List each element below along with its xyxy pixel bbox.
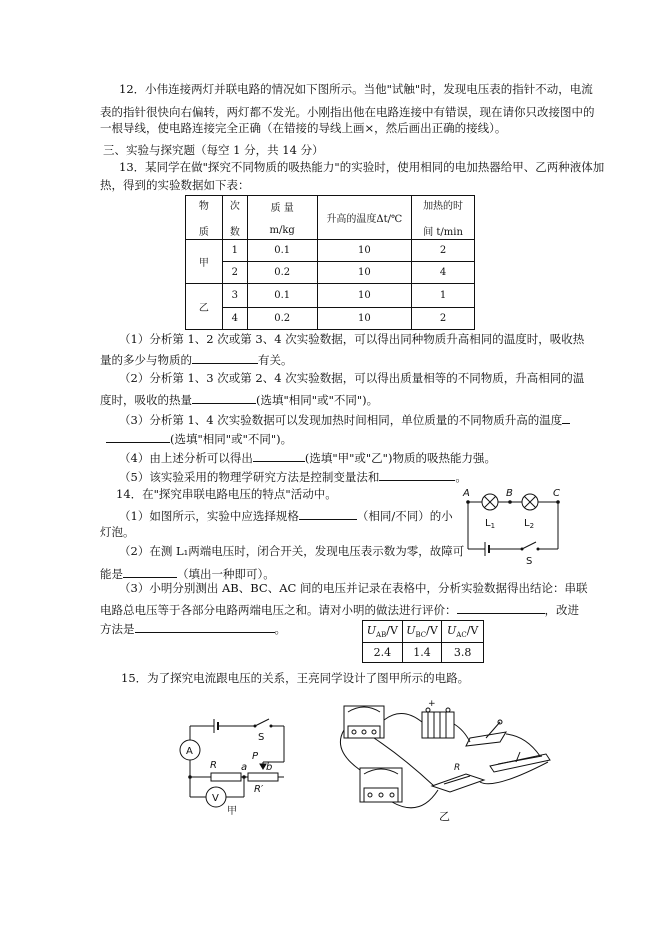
rheostat-icon bbox=[490, 754, 550, 772]
answer-blank[interactable] bbox=[135, 621, 275, 633]
q15-title: 15．为了探究电流跟电压的关系，王亮同学设计了图甲所示的电路。 bbox=[121, 671, 470, 685]
q14-p2-line2: 能是 （填出一种即可）。 bbox=[100, 567, 275, 581]
switch-icon bbox=[522, 542, 536, 549]
q13-line2: 热，得到的实验数据如下表： bbox=[100, 178, 250, 192]
table-cell: 4 bbox=[222, 308, 247, 330]
label-r: R bbox=[454, 763, 461, 773]
switch-icon bbox=[466, 732, 506, 746]
q13-p1-line1: （1）分析第 1、2 次或第 3、4 次实验数据，可以得出同种物质升高相同的温度时，吸收热 bbox=[119, 332, 585, 346]
table-cell: 2 bbox=[412, 308, 475, 330]
q12-line3: 一根导线，使电路连接完全正确（在错接的导线上画×，然后画出正确的接线）。 bbox=[100, 121, 507, 135]
q13-p2-line1: （2）分析第 1、3 次或第 2、4 次实验数据，可以得出质量相等的不同物质，升高相同的温 bbox=[119, 371, 585, 385]
q12-line2: 表的指针很快向右偏转，两灯都不发光。小刚指出他在电路连接中有错误，现在请你只改接图中的 bbox=[100, 105, 595, 119]
answer-blank[interactable] bbox=[192, 352, 258, 364]
q13-p2-line2: 度时，吸收的热量 (选填"相同"或"不同")。 bbox=[100, 393, 379, 407]
battery-box-icon bbox=[422, 712, 454, 738]
header-ubc: $U_{BC}/V$ bbox=[402, 621, 442, 643]
value-ubc: 1.4 bbox=[402, 643, 442, 663]
label-s: S bbox=[526, 556, 533, 567]
resistor-r-icon bbox=[432, 774, 484, 792]
answer-blank[interactable] bbox=[106, 431, 170, 443]
table-cell: 10 bbox=[317, 240, 412, 262]
label-plus: + bbox=[428, 699, 436, 709]
header-substance: 物 质 bbox=[186, 196, 223, 240]
voltage-table bbox=[362, 620, 484, 663]
header-trial: 次 数 bbox=[222, 196, 247, 240]
answer-blank[interactable] bbox=[562, 412, 570, 424]
figure-jia-circuit bbox=[170, 712, 300, 817]
table-cell: 0.2 bbox=[247, 262, 317, 284]
label-b: b bbox=[266, 762, 273, 773]
switch-icon bbox=[255, 719, 269, 726]
label-a: A bbox=[463, 488, 470, 499]
q12-line1: 12．小伟连接两灯并联电路的情况如下图所示。当他"试触"时，发现电压表的指针不动，电流 bbox=[119, 82, 593, 96]
table-cell: 10 bbox=[317, 308, 412, 330]
header-uac: $U_{AC}/V$ bbox=[442, 621, 484, 643]
label-switch: S bbox=[258, 732, 265, 743]
label-l1: $L_1$ bbox=[485, 518, 496, 530]
label-b: B bbox=[506, 488, 513, 499]
cell-substance-jia: 甲 bbox=[186, 240, 223, 284]
cell-substance-yi: 乙 bbox=[186, 284, 223, 330]
label-p: P bbox=[252, 751, 259, 762]
rheostat-icon bbox=[248, 773, 278, 781]
q14-p1-line1: （1）如图所示，实验中应选择规格 （相同/不同）的小 bbox=[119, 509, 453, 523]
table-cell: 1 bbox=[222, 240, 247, 262]
q14-p3-line1: （3）小明分别测出 AB、BC、AC 间的电压并记录在表格中，分析实验数据得出结论：串联 bbox=[119, 581, 588, 595]
q14-p2-line1: （2）在测 L₁两端电压时，闭合开关，发现电压表示数为零，故障可 bbox=[119, 544, 465, 558]
header-uab: $U_{AB}/V$ bbox=[363, 621, 403, 643]
answer-blank[interactable] bbox=[253, 450, 305, 462]
table-cell: 1 bbox=[412, 284, 475, 308]
label-l2: $L_2$ bbox=[524, 518, 535, 530]
resistor-r-icon bbox=[211, 773, 241, 781]
answer-blank[interactable] bbox=[379, 469, 455, 481]
q14-title: 14．在"探究串联电路电压的特点"活动中。 bbox=[116, 487, 337, 501]
answer-blank[interactable] bbox=[123, 566, 177, 578]
label-r: R bbox=[210, 760, 217, 771]
table-cell: 2 bbox=[412, 240, 475, 262]
answer-blank[interactable] bbox=[192, 392, 256, 404]
q13-p4: （4）由上述分析可以得出 (选填"甲"或"乙")物质的吸热能力强。 bbox=[119, 451, 496, 465]
table-cell: 0.1 bbox=[247, 240, 317, 262]
q13-p5: （5）该实验采用的物理学研究方法是控制变量法和 。 bbox=[119, 470, 467, 484]
table-cell: 10 bbox=[317, 284, 412, 308]
answer-blank[interactable] bbox=[299, 508, 357, 520]
section-heading: 三、实验与探究题（每空 1 分，共 14 分） bbox=[103, 143, 324, 157]
q13-p1-line2: 量的多少与物质的 有关。 bbox=[100, 353, 293, 367]
table-cell: 4 bbox=[412, 262, 475, 284]
q14-p3-line2: 电路总电压等于各部分电路两端电压之和。请对小明的做法进行评价： ，改进 bbox=[100, 603, 579, 617]
table-cell: 10 bbox=[317, 262, 412, 284]
caption-jia: 甲 bbox=[227, 806, 237, 817]
series-circuit-diagram bbox=[460, 486, 570, 568]
table-cell: 2 bbox=[222, 262, 247, 284]
answer-blank[interactable] bbox=[457, 602, 545, 614]
figure-yi-apparatus bbox=[330, 700, 560, 825]
label-a: a bbox=[241, 762, 248, 773]
q13-line1: 13．某同学在做"探究不同物质的吸热能力"的实验时，使用相同的电加热器给甲、乙两种液体加 bbox=[119, 160, 605, 174]
table-cell: 0.2 bbox=[247, 308, 317, 330]
q13-p3-line2: (选填"相同"或"不同")。 bbox=[106, 431, 292, 446]
table-cell: 3 bbox=[222, 284, 247, 308]
table-cell: 0.1 bbox=[247, 284, 317, 308]
caption-yi: 乙 bbox=[439, 810, 450, 823]
label-c: C bbox=[553, 488, 560, 499]
q14-p3-line3: 方法是 。 bbox=[100, 622, 286, 636]
label-rprime: R′ bbox=[254, 784, 264, 795]
q14-p1-line2: 灯泡。 bbox=[100, 525, 135, 539]
label-voltmeter: V bbox=[212, 793, 219, 804]
header-temp-rise: 升高的温度Δt/℃ bbox=[317, 196, 412, 240]
value-uac: 3.8 bbox=[442, 643, 484, 663]
q13-p3-line1: （3）分析第 1、4 次实验数据可以发现加热时间相同，单位质量的不同物质升高的温度 bbox=[119, 412, 570, 427]
header-heating-time: 加热的时 间 t/min bbox=[412, 196, 475, 240]
label-ammeter: A bbox=[186, 746, 193, 757]
q13-data-table bbox=[185, 195, 475, 330]
value-uab: 2.4 bbox=[363, 643, 403, 663]
header-mass: 质 量 m/kg bbox=[247, 196, 317, 240]
